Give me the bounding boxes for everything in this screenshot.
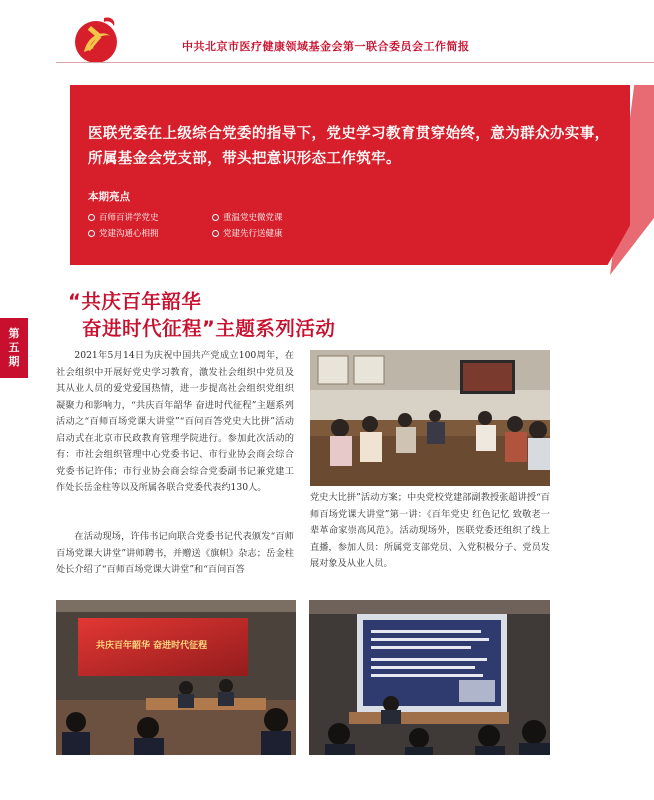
ceremony-hall-illustration (56, 600, 296, 755)
circle-bullet-icon (88, 230, 95, 237)
circle-bullet-icon (88, 214, 95, 221)
bulletin-title: 中共北京市医疗健康领域基金会第一联合委员会工作简报 (182, 40, 470, 53)
banner-statement: 医联党委在上级综合党委的指导下，党史学习教育贯穿始终，意为群众办实事，所属基金会党支部，带头把意识形态工作筑牢。 (88, 126, 610, 167)
ceremony-hall-photo (56, 600, 296, 755)
meeting-room-photo (310, 350, 550, 486)
highlights-heading: 本期亮点 (88, 191, 130, 203)
circle-bullet-icon (212, 214, 219, 221)
party-emblem-icon (70, 14, 122, 66)
issue-number-tab: 第 五 期 (0, 318, 28, 378)
circle-bullet-icon (212, 230, 219, 237)
highlight-item: 百师百讲学党史 (88, 211, 159, 223)
article-title-line-2: 奋进时代征程”主题系列活动 (82, 317, 336, 340)
lecture-illustration (309, 600, 550, 755)
article-paragraph: 2021年5月14日为庆祝中国共产党成立100周年，在社会组织中开展好党史学习教育，激发社会组织中党员及其从业人员的爱党爱国热情，进一步提高社会组织党组织凝聚力和影响力，“共庆百年韶华 奋进时代征程”主题系列活动之“百师百场党课大讲堂”“百问百答党史大比拼”活动启动式在北京市民政教育管理学院进行。参加此次活动的有：市社会组织管理中心党委书记、市行业协会商会综合党委书记许伟；市行业协会商会综合党委副书记兼党建工作处长岳金柱等以及所属各联合党委代表约130人。 (56, 350, 294, 493)
highlight-item: 党建先行送健康 (212, 227, 283, 239)
article-title-line-1: “共庆百年韶华 (68, 290, 202, 313)
article-paragraph: 党史大比拼”活动方案；中央党校党建部副教授张超讲授“百师百场党课大讲堂”第一讲：《百年党史 红色记忆 致敬老一辈革命家崇高风范》。活动现场外，医联党委还组织了线上直播，参加人员：所属党支部党员、入党积极分子、党员发展对象及从业人员。 (310, 492, 550, 569)
highlight-item: 重温党史微党课 (212, 211, 283, 223)
meeting-room-illustration (310, 350, 550, 486)
article-paragraph: 在活动现场，许伟书记向联合党委书记代表颁发“百师百场党课大讲堂”讲师聘书，并赠送《旗帜》杂志；岳金柱处长介绍了“百师百场党课大讲堂”和“百问百答 (56, 531, 294, 575)
lecture-photo (309, 600, 550, 755)
highlight-item: 党建沟通心相拥 (88, 227, 159, 239)
screen-caption: 共庆百年韶华 奋进时代征程 (96, 641, 208, 651)
header-divider (56, 62, 654, 63)
